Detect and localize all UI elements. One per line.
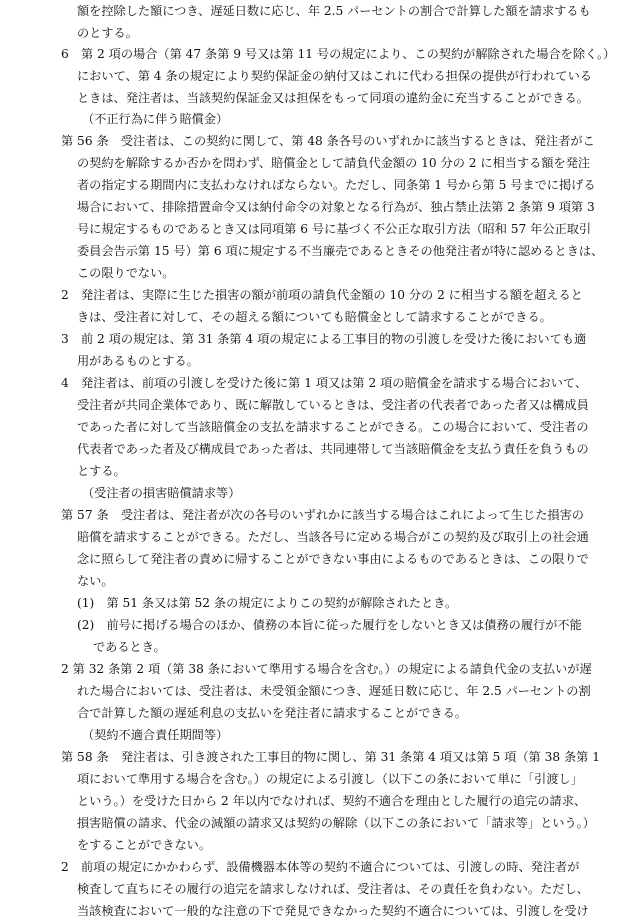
text-line: 用があるものとする。 (77, 354, 199, 368)
list-item: (1) 第 51 条又は第 52 条の規定によりこの契約が解除されたとき。 (77, 596, 458, 610)
text-line: であった者に対して当該賠償金の支払を請求することができる。この場合において、受注者の (77, 420, 589, 434)
article-heading: （契約不適合責任期間等） (82, 728, 229, 742)
text-line: 念に照らして発注者の責めに帰することができない事由によるものであるときは、この限りで (77, 552, 589, 566)
list-item: (2) 前号に掲げる場合のほか、債務の本旨に従った履行をしないとき又は債務の履行が不能 (77, 618, 582, 632)
text-line: において、第 4 条の規定により契約保証金の納付又はこれに代わる担保の提供が行われている (77, 69, 592, 83)
text-line: という。）を受けた日から 2 年以内でなければ、契約不適合を理由とした履行の追完の請求、 (77, 794, 587, 808)
text-line: の契約を解除するか否かを問わず、賠償金として請負代金額の 10 分の 2 に相当する額を発注 (77, 156, 591, 170)
text-line: であるとき。 (93, 640, 166, 654)
text-line: をすることができない。 (77, 838, 212, 852)
paragraph-start: 6 第 2 項の場合（第 47 条第 9 号又は第 11 号の規定により、この契約が解除された場合を除く。） (61, 47, 616, 61)
text-line: 検査して直ちにその履行の追完を請求しなければ、受注者は、その責任を負わない。ただし、 (77, 882, 589, 896)
paragraph-start: 4 発注者は、前項の引渡しを受けた後に第 1 項又は第 2 項の賠償金を請求する場合において、 (61, 376, 588, 390)
paragraph-start: 2 前項の規定にかかわらず、設備機器本体等の契約不適合については、引渡しの時、発注者が (61, 860, 580, 874)
text-line: 受注者が共同企業体であり、既に解散しているときは、受注者の代表者であった者又は構成員 (77, 398, 589, 412)
article-start: 第 56 条 受注者は、この契約に関して、第 48 条各号のいずれかに該当するときは、発注者がこ (61, 134, 595, 148)
text-line: 者の指定する期間内に支払わなければならない。ただし、同条第 1 号から第 5 号までに掲げる (77, 178, 596, 192)
text-line: 号に規定するものであるとき又は同項第 6 号に基づく不公正な取引方法（昭和 57 年公正取引 (77, 222, 592, 236)
article-start: 第 58 条 発注者は、引き渡された工事目的物に関し、第 31 条第 4 項又は第 5 項（第 38 条第 1 (61, 750, 600, 764)
paragraph-start: 2 第 32 条第 2 項（第 38 条において準用する場合を含む。）の規定による請負代金の支払いが遅 (61, 662, 592, 676)
article-start: 第 57 条 受注者は、発注者が次の各号のいずれかに該当する場合はこれによって生じた損害の (61, 508, 584, 522)
text-line: 損害賠償の請求、代金の減額の請求又は契約の解除（以下この条において「請求等」という。） (77, 816, 595, 830)
text-line: とする。 (77, 464, 126, 478)
text-line: 賠償を請求することができる。ただし、当該各号に定める場合がこの契約及び取引上の社会通 (77, 530, 589, 544)
text-line: この限りでない。 (77, 266, 175, 280)
text-line: 項において準用する場合を含む。）の規定による引渡し（以下この条において単に「引渡し」 (77, 772, 583, 786)
text-line: 当該検査において一般的な注意の下で発見できなかった契約不適合については、引渡しを受け (77, 904, 589, 918)
text-line: のとする。 (77, 26, 138, 40)
text-line: 代表者であった者及び構成員であった者は、共同連帯して当該賠償金を支払う責任を負うもの (77, 442, 589, 456)
article-heading: （受注者の損害賠償請求等） (82, 486, 241, 500)
paragraph-start: 3 前 2 項の規定は、第 31 条第 4 項の規定による工事目的物の引渡しを受けた後においても適 (61, 332, 587, 346)
text-line: 合で計算した額の遅延利息の支払いを発注者に請求することができる。 (77, 706, 467, 720)
text-line: ときは、発注者は、当該契約保証金又は担保をもって同項の違約金に充当することができる。 (77, 91, 589, 105)
article-heading: （不正行為に伴う賠償金） (82, 112, 229, 126)
text-line: 場合において、排除措置命令又は納付命令の対象となる行為が、独占禁止法第 2 条第 9 項第 3 (77, 200, 595, 214)
text-line: 額を控除した額につき、遅延日数に応じ、年 2.5 パーセントの割合で計算した額を請求するも (77, 4, 591, 18)
text-line: れた場合においては、受注者は、未受領金額につき、遅延日数に応じ、年 2.5 パーセントの割 (77, 684, 591, 698)
paragraph-start: 2 発注者は、実際に生じた損害の額が前項の請負代金額の 10 分の 2 に相当する額を超えると (61, 288, 583, 302)
text-line: ない。 (77, 574, 114, 588)
text-line: きは、受注者に対して、その超える額についても賠償金として請求することができる。 (77, 310, 552, 324)
text-line: 委員会告示第 15 号）第 6 項に規定する不当廉売であるときその他発注者が特に認めるときは、 (77, 244, 604, 258)
